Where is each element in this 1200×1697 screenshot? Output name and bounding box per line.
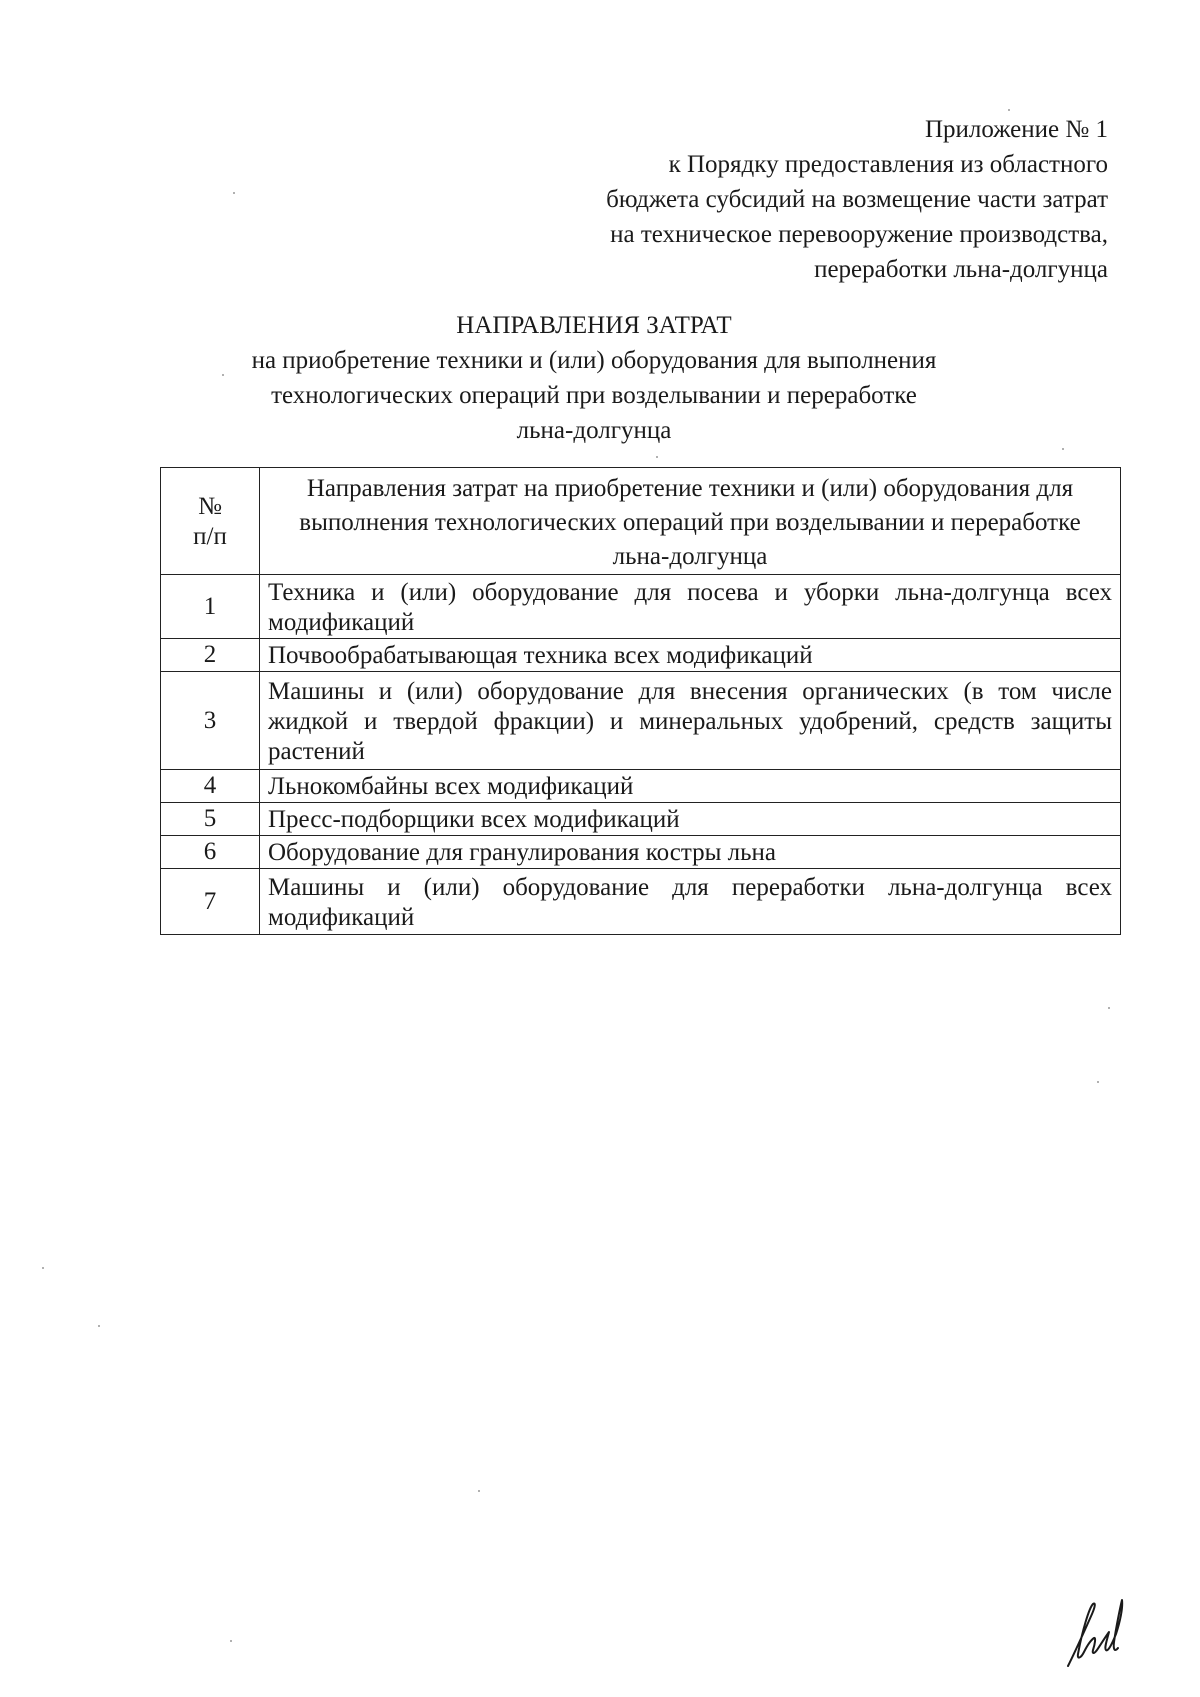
document-title: НАПРАВЛЕНИЯ ЗАТРАТ — [456, 312, 732, 339]
scan-speck — [1097, 1081, 1099, 1083]
scan-speck — [98, 1325, 100, 1327]
header-direction: Направления затрат на приобретение техники и (или) оборудования для выполнения технологических операций при возделывании и переработке льна-долгунца — [260, 468, 1121, 575]
subtitle-line: технологических операций при возделывании и переработке — [271, 382, 917, 409]
header-number: № п/п — [161, 468, 260, 575]
scan-speck — [1062, 448, 1064, 450]
row-number: 3 — [161, 672, 260, 770]
row-text: Оборудование для гранулирования костры льна — [260, 836, 1121, 869]
handwritten-signature-icon — [1062, 1592, 1132, 1672]
row-text: Машины и (или) оборудование для внесения органических (в том числе жидкой и твердой фракции) и минеральных удобрений, средств защиты растений — [260, 672, 1121, 770]
table-header-row — [161, 468, 1121, 575]
scan-speck — [222, 374, 224, 376]
row-number: 2 — [161, 639, 260, 672]
row-number: 7 — [161, 869, 260, 935]
row-number: 1 — [161, 575, 260, 639]
appendix-line: к Порядку предоставления из областного — [668, 151, 1108, 178]
scan-speck — [233, 192, 235, 194]
scan-speck — [478, 1490, 480, 1492]
appendix-line: Приложение № 1 — [924, 116, 1108, 143]
table-row — [161, 575, 1121, 639]
table-row — [161, 672, 1121, 770]
row-number: 4 — [161, 770, 260, 803]
document-heading — [0, 308, 1200, 448]
scan-speck — [1008, 109, 1010, 111]
row-text: Техника и (или) оборудование для посева и уборки льна-долгунца всех модификаций — [260, 575, 1121, 639]
table-row — [161, 836, 1121, 869]
table-row — [161, 770, 1121, 803]
table-row — [161, 869, 1121, 935]
cost-directions-table — [160, 467, 1121, 935]
scan-speck — [42, 1267, 44, 1269]
row-text: Пресс-подборщики всех модификаций — [260, 803, 1121, 836]
table-row — [161, 639, 1121, 672]
row-number: 5 — [161, 803, 260, 836]
appendix-block — [606, 112, 1108, 287]
appendix-line: переработки льна-долгунца — [814, 256, 1108, 283]
table-row — [161, 803, 1121, 836]
scan-speck — [230, 1640, 232, 1642]
appendix-line: на техническое перевооружение производства, — [610, 221, 1108, 248]
appendix-line: бюджета субсидий на возмещение части затрат — [606, 186, 1108, 213]
row-number: 6 — [161, 836, 260, 869]
row-text: Почвообрабатывающая техника всех модификаций — [260, 639, 1121, 672]
subtitle-line: на приобретение техники и (или) оборудования для выполнения — [251, 347, 937, 374]
row-text: Машины и (или) оборудование для переработки льна-долгунца всех модификаций — [260, 869, 1121, 935]
scan-speck — [656, 456, 658, 458]
row-text: Льнокомбайны всех модификаций — [260, 770, 1121, 803]
subtitle-line: льна-долгунца — [516, 417, 672, 444]
scan-speck — [1108, 1007, 1110, 1009]
